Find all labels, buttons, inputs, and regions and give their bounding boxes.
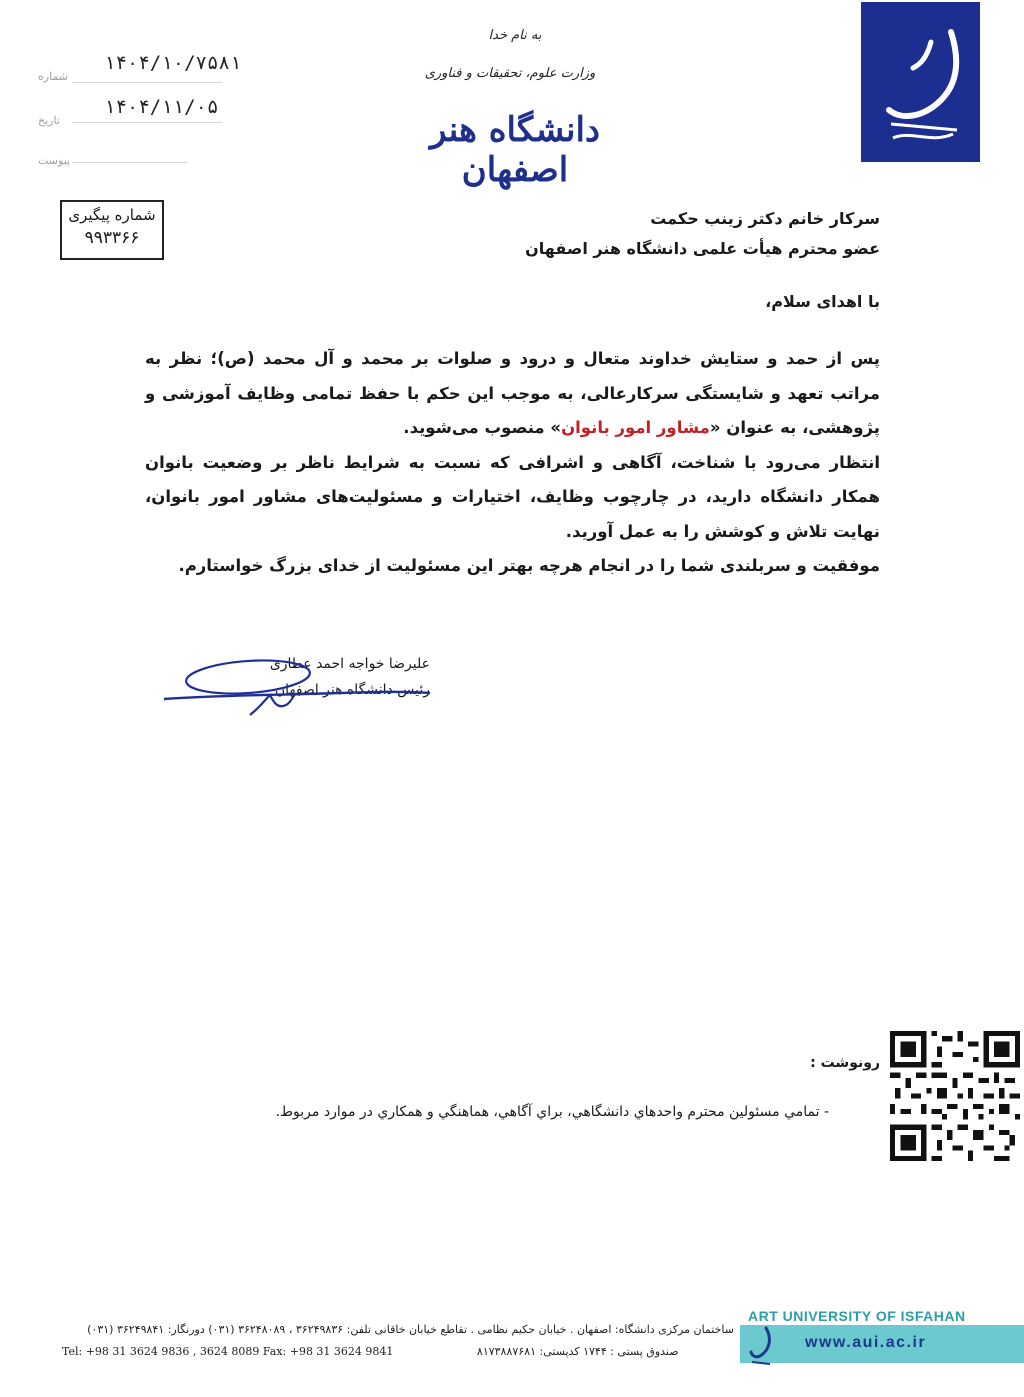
recipient-name: سرکار خانم دکتر زینب حکمت <box>650 209 880 228</box>
date-label: تاریخ <box>38 114 60 127</box>
letter-body <box>145 342 880 584</box>
tracking-number: ۹۹۳۳۶۶ <box>84 228 140 248</box>
tracking-label: شماره پیگیری <box>68 206 156 224</box>
footer-postal: صندوق پستی : ۱۷۴۴ کدپستی: ۸۱۷۳۸۸۷۶۸۱ <box>476 1345 679 1358</box>
recipient-block <box>280 204 880 264</box>
university-logo <box>861 2 980 162</box>
paragraph-1-end: » منصوب می‌شوید. <box>403 418 562 437</box>
appointment-title: مشاور امور بانوان <box>561 418 710 437</box>
date-line <box>72 122 222 123</box>
paragraph-2: انتظار می‌رود با شناخت، آگاهی و اشرافی که نسبت به شرایط ناظر بر وضعیت بانوان همکار دانشگاه دارید، در چارچوب وظایف، اختیارات و مسئولیت‌های مشاور امور بانوان، نهایت تلاش و کوشش را به عمل آورید. <box>145 452 880 541</box>
paragraph-1-start: پس از حمد و ستایش خداوند متعال و درود و صلوات بر محمد و آل محمد (ص)؛ نظر به مراتب تعهد و شایستگی سرکارعالی، به موجب این حکم با حفظ تمامی وظایف آموزشی و پژوهشی، به عنوان « <box>145 349 880 437</box>
cc-recipients: - تمامي مسئولين محترم واحدهاي دانشگاهي، براي آگاهي، هماهنگي و همكاري در موارد مربوط. <box>275 1104 829 1120</box>
letter-number: ۱۴۰۴/۱۰/۷۵۸۱ <box>104 52 242 74</box>
bismillah: به نام خدا <box>488 28 542 43</box>
cc-label: رونوشت : <box>810 1055 880 1071</box>
footer-address: ساختمان مرکزی دانشگاه: اصفهان . خیابان حکیم نظامی . تقاطع خیابان خاقانی تلفن: ۳۶۲۴۹۸۳۶ ، ۳۶۲۴۸۰۸۹ (۰۳۱) دورنگار: ۳۶۲۴۹۸۴۱ (۰۳۱) <box>87 1323 734 1336</box>
logo-mark-icon <box>861 2 980 162</box>
university-title: دانشگاه هنر اصفهان <box>429 110 601 190</box>
attachment-line <box>72 162 187 163</box>
letter-date: ۱۴۰۴/۱۱/۰۵ <box>104 96 219 118</box>
qr-code-icon <box>890 1030 1020 1162</box>
signature <box>160 655 440 725</box>
attachment-label: پیوست <box>38 154 71 167</box>
footer-contact-line <box>62 1345 762 1358</box>
signer-name: علیرضا خواجه احمد عطاری <box>269 656 430 672</box>
ministry-name: وزارت علوم، تحقیقات و فناوری <box>424 66 596 81</box>
greeting: با اهدای سلام، <box>765 292 880 311</box>
paragraph-3: موفقیت و سربلندی شما را در انجام هرچه بهتر این مسئولیت از خدای بزرگ خواستارم. <box>178 556 880 575</box>
footer-website-link[interactable]: www.aui.ac.ir <box>805 1334 927 1351</box>
footer-tel-fax: Tel: +98 31 3624 9836 , 3624 8089 Fax: +98 31 3624 9841 <box>62 1345 394 1358</box>
number-label: شماره <box>38 70 69 83</box>
footer-english-name: ART UNIVERSITY OF ISFAHAN <box>748 1308 966 1324</box>
signer-title: رئیس دانشگاه هنر اصفهان <box>274 682 430 698</box>
tracking-box <box>60 200 164 260</box>
recipient-position: عضو محترم هیأت علمی دانشگاه هنر اصفهان <box>525 239 880 258</box>
paragraph-1 <box>145 342 880 446</box>
number-line <box>72 82 222 83</box>
